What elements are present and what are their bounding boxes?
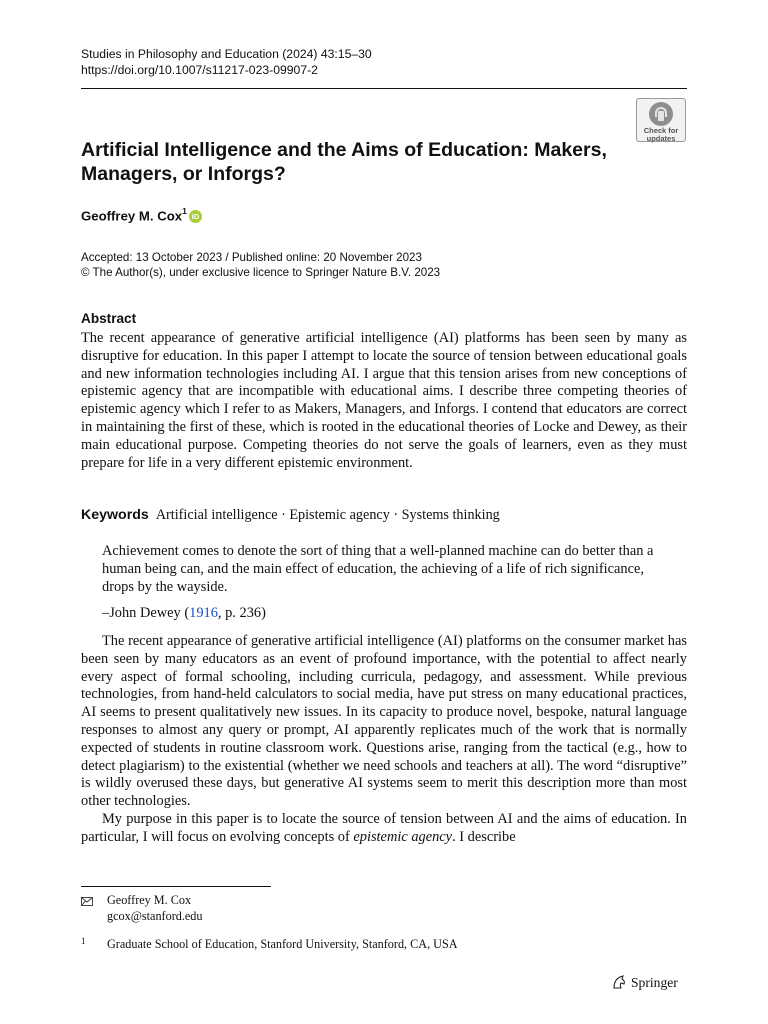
abstract-text: The recent appearance of generative artificial intelligence (AI) platforms has been seen by many as disruptive for education. In this paper I attempt to locate the source of tension between educational goals and new information technologies including AI. I argue that this tension arises from new conceptions of epistemic agency that are incompatible with educational aims. I describe three competing theories of epistemic agency which I refer to as Makers, Managers, and Inforgs. I contend that educators are correct in maintaining the first of these, which is rooted in the educational theories of Locke and Dewey, as their main educational purpose. Competing theories do not serve the goals of learners, even as they must prepare for life in a very different epistemic environment. [81,330,687,471]
body-paragraph-1: The recent appearance of generative artificial intelligence (AI) platforms on the consumer market has been seen by many educators as an event of profound importance, with the potential to affect nearly every aspect of formal schooling, including curricula, pedagogy, and assessment. While previous technologies, from hand-held calculators to social media, have put stress on many educational practices, AI seems to present qualitatively new issues. In its capacity to produce novel, bespoke, natural language responses to almost any query or prompt, AI apparently replicates much of the work that is normally expected of students in routine classroom work. Questions arise, ranging from the tactical (e.g., how to detect plagiarism) to the existential (whether we need schools and teachers at all). The word “disruptive” is wildly overused these days, but generative AI systems seem to merit this description more than most other technologies. [81,633,687,810]
journal-citation: Studies in Philosophy and Education (2024) 43:15–30 [81,47,372,61]
article-title: Artificial Intelligence and the Aims of Education: Makers, Managers, or Inforgs? [81,139,607,185]
envelope-icon[interactable] [81,897,93,906]
p2-emphasis: epistemic agency [353,828,453,845]
keywords [81,507,500,524]
check-updates-line2: updates [646,134,676,143]
author-line [81,207,202,223]
publisher-name: Springer [631,975,678,990]
p2-start: My purpose in this paper is to locate the source of tension between AI and the aims of education. In particular, I will focus on evolving concepts of [81,810,687,845]
author-name[interactable]: Geoffrey M. Cox [81,208,183,224]
epigraph-quote: Achievement comes to denote the sort of thing that a well-planned machine can do better than a human being can, and the main effect of education, the achieving of a life of rich significance, drops by the wayside. [102,543,654,595]
footnote-divider [81,886,271,887]
check-updates-line1: Check for [643,126,679,135]
corresponding-author [107,893,203,924]
publication-dates [81,250,440,280]
citation-link[interactable]: 1916 [189,605,218,621]
springer-horse-icon [611,974,627,990]
affiliation-text: Graduate School of Education, Stanford University, Stanford, CA, USA [107,937,458,951]
attribution-prefix: –John Dewey ( [102,605,190,621]
orcid-icon[interactable]: iD [189,210,202,223]
journal-header [81,47,372,78]
check-for-updates-badge[interactable] [636,98,686,142]
doi-link[interactable]: https://doi.org/10.1007/s11217-023-09907-2 [81,62,318,77]
header-divider [81,88,687,89]
keywords-label: Keywords [81,507,149,523]
footnote-mark: 1 [81,936,86,946]
body-paragraph-2 [81,811,687,847]
corr-name: Geoffrey M. Cox [107,893,192,907]
copyright-line: © The Author(s), under exclusive licence to Springer Nature B.V. 2023 [81,266,441,279]
keywords-list: Artificial intelligence · Epistemic agency · Systems thinking [155,507,500,523]
check-updates-icon [649,102,673,126]
publisher-logo [611,974,678,991]
epigraph-attribution [102,605,266,622]
affiliation-mark: 1 [182,206,187,216]
p2-end: . I describe [452,828,516,845]
abstract-heading: Abstract [81,311,137,326]
body-text [81,633,687,847]
attribution-suffix: , p. 236) [217,605,266,621]
accepted-published-line: Accepted: 13 October 2023 / Published online: 20 November 2023 [81,251,422,264]
corr-email[interactable]: gcox@stanford.edu [107,908,203,923]
